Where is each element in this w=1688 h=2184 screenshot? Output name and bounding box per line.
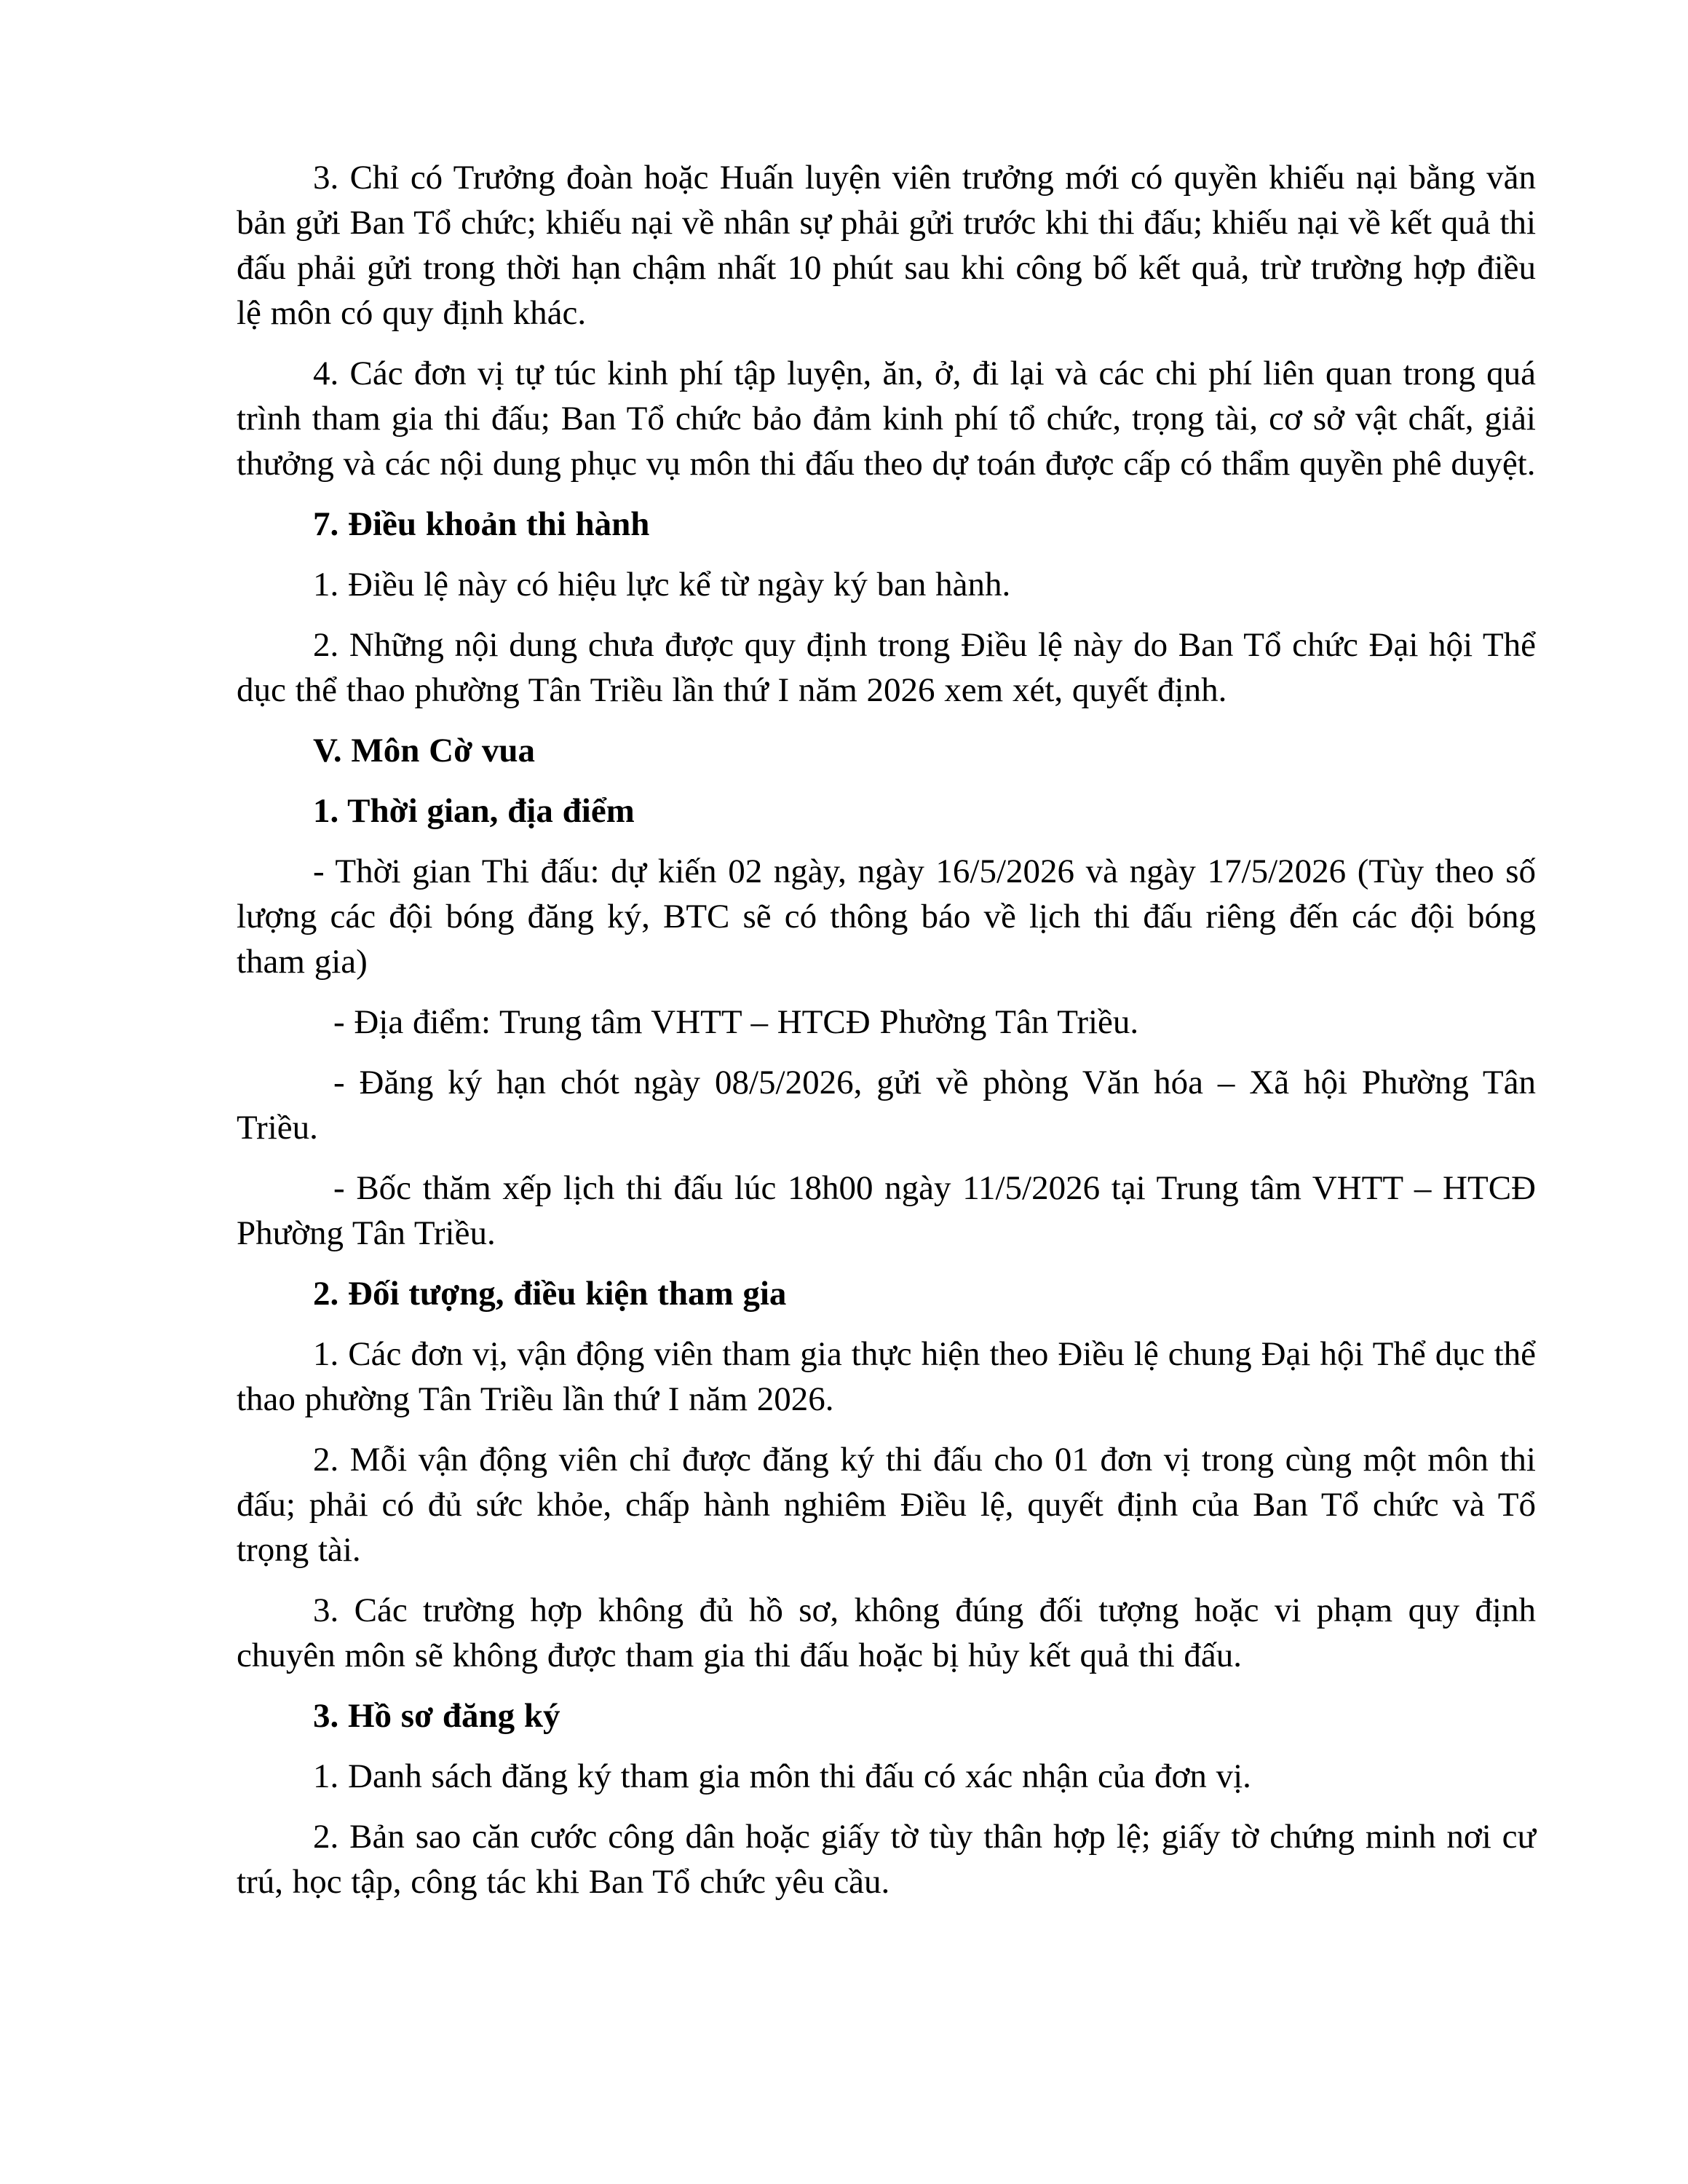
section-heading: 2. Đối tượng, điều kiện tham gia [313, 1275, 787, 1313]
section-heading: 1. Thời gian, địa điểm [313, 792, 635, 830]
section-heading: V. Môn Cờ vua [313, 732, 535, 769]
paragraph: - Thời gian Thi đấu: dự kiến 02 ngày, ngày 16/5/2026 và ngày 17/5/2026 (Tùy theo số lượng các đội bóng đăng ký, BTC sẽ có thông báo về lịch thi đấu riêng đến các đội bóng tham gia) [237, 852, 1536, 981]
paragraph: 1. Các đơn vị, vận động viên tham gia thực hiện theo Điều lệ chung Đại hội Thể dục thể thao phường Tân Triều lần thứ I năm 2026. [237, 1335, 1536, 1418]
section-heading: 7. Điều khoản thi hành [313, 505, 650, 543]
paragraph: 4. Các đơn vị tự túc kinh phí tập luyện, ăn, ở, đi lại và các chi phí liên quan trong quá trình tham gia thi đấu; Ban Tổ chức bảo đảm kinh phí tổ chức, trọng tài, cơ sở vật chất, giải thưởng và các nội dung phục vụ môn thi đấu theo dự toán được cấp có thẩm quyền phê duyệt. [237, 355, 1536, 483]
paragraph: 1. Danh sách đăng ký tham gia môn thi đấu có xác nhận của đơn vị. [313, 1757, 1251, 1795]
paragraph: - Địa điểm: Trung tâm VHTT – HTCĐ Phường Tân Triều. [333, 1003, 1139, 1041]
paragraph: 2. Những nội dung chưa được quy định trong Điều lệ này do Ban Tổ chức Đại hội Thể dục thể thao phường Tân Triều lần thứ I năm 2026 xem xét, quyết định. [237, 626, 1536, 709]
paragraph: 1. Điều lệ này có hiệu lực kể từ ngày ký ban hành. [313, 566, 1011, 604]
paragraph: 3. Chỉ có Trưởng đoàn hoặc Huấn luyện viên trưởng mới có quyền khiếu nại bằng văn bản gửi Ban Tổ chức; khiếu nại về nhân sự phải gửi trước khi thi đấu; khiếu nại về kết quả thi đấu phải gửi trong thời hạn chậm nhất 10 phút sau khi công bố kết quả, trừ trường hợp điều lệ môn có quy định khác. [237, 159, 1536, 332]
paragraph: 2. Mỗi vận động viên chỉ được đăng ký thi đấu cho 01 đơn vị trong cùng một môn thi đấu; phải có đủ sức khỏe, chấp hành nghiêm Điều lệ, quyết định của Ban Tổ chức và Tổ trọng tài. [237, 1441, 1536, 1569]
paragraph: 3. Các trường hợp không đủ hồ sơ, không đúng đối tượng hoặc vi phạm quy định chuyên môn sẽ không được tham gia thi đấu hoặc bị hủy kết quả thi đấu. [237, 1591, 1536, 1674]
paragraph: 2. Bản sao căn cước công dân hoặc giấy tờ tùy thân hợp lệ; giấy tờ chứng minh nơi cư trú, học tập, công tác khi Ban Tổ chức yêu cầu. [237, 1818, 1536, 1901]
paragraph: - Đăng ký hạn chót ngày 08/5/2026, gửi về phòng Văn hóa – Xã hội Phường Tân Triều. [237, 1064, 1536, 1147]
section-heading: 3. Hồ sơ đăng ký [313, 1697, 560, 1735]
paragraph: - Bốc thăm xếp lịch thi đấu lúc 18h00 ngày 11/5/2026 tại Trung tâm VHTT – HTCĐ Phường Tân Triều. [237, 1169, 1536, 1252]
